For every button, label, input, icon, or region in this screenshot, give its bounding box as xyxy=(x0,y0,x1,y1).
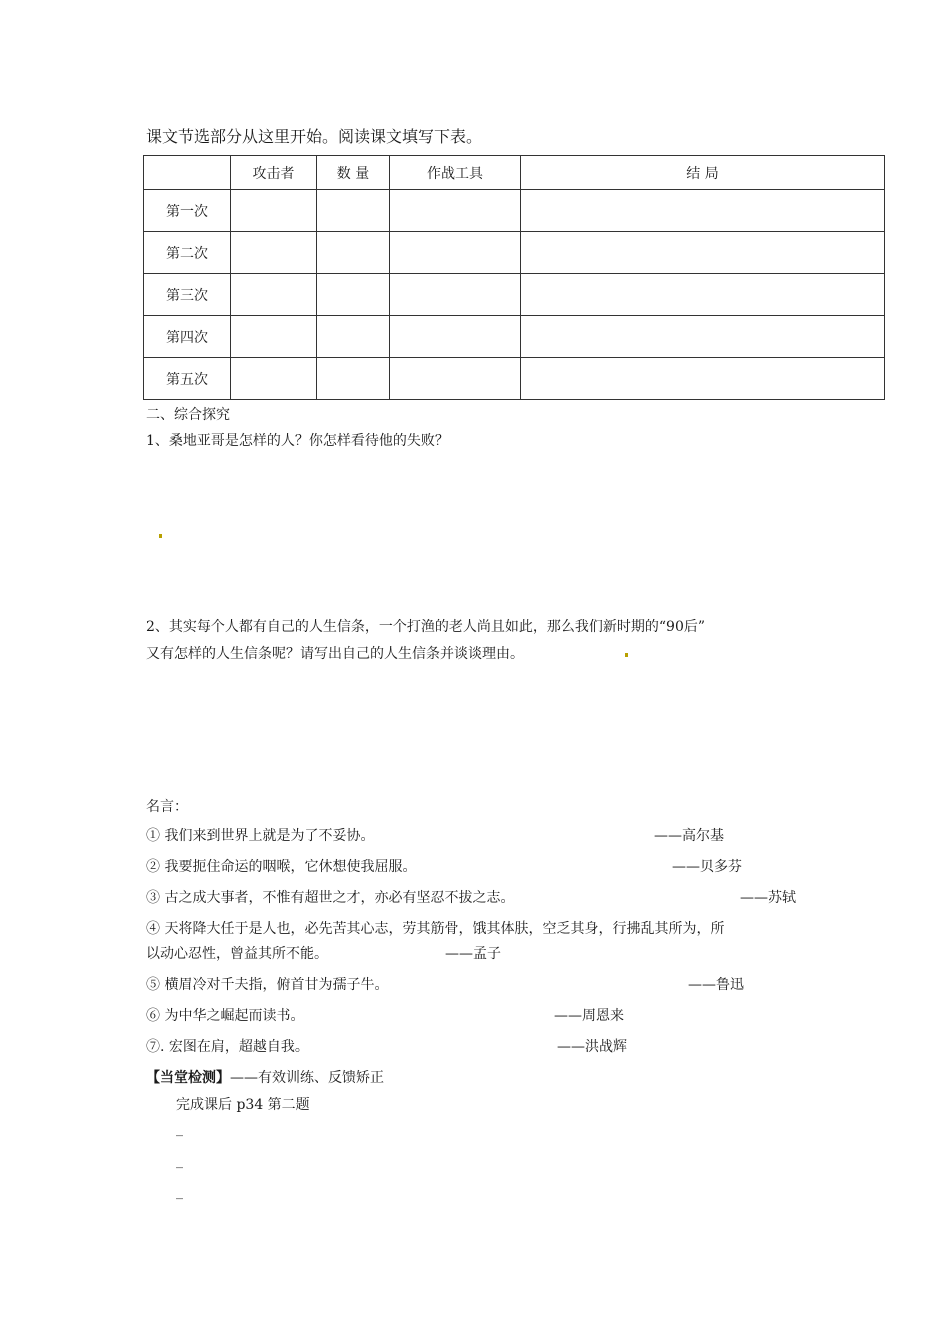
blank-cell[interactable] xyxy=(231,316,317,358)
table-row xyxy=(144,190,885,232)
quote-author: ——鲁迅 xyxy=(688,977,744,993)
question-2-line1: 2、其实每个人都有自己的人生信条，一个打渔的老人尚且如此，那么我们新时期的“90后” xyxy=(146,619,706,635)
quote-text: ⑤ 横眉冷对千夫指，俯首甘为孺子牛。 xyxy=(146,977,389,993)
blank-cell[interactable] xyxy=(521,190,885,232)
blank-cell[interactable] xyxy=(231,274,317,316)
blank-cell[interactable] xyxy=(317,316,390,358)
stray-dot-mark xyxy=(625,653,628,657)
answer-blank: _ xyxy=(176,1153,183,1169)
quote-text: ⑦. 宏图在肩，超越自我。 xyxy=(146,1039,309,1055)
blank-cell[interactable] xyxy=(317,232,390,274)
blank-cell[interactable] xyxy=(390,358,521,400)
table-header-cell: 数 量 xyxy=(317,156,390,190)
blank-cell[interactable] xyxy=(521,274,885,316)
quote-text: 以动心忍性，曾益其所不能。 xyxy=(146,946,328,962)
section-title: 二、综合探究 xyxy=(146,407,230,423)
table-row xyxy=(144,316,885,358)
blank-cell[interactable] xyxy=(231,190,317,232)
row-label: 第五次 xyxy=(144,358,231,400)
table-row xyxy=(144,274,885,316)
blank-cell[interactable] xyxy=(390,232,521,274)
answer-blank: _ xyxy=(176,1184,183,1200)
check-heading xyxy=(146,1067,384,1087)
question-2-line2: 又有怎样的人生信条呢？请写出自己的人生信条并谈谈理由。 xyxy=(146,646,524,662)
row-label: 第一次 xyxy=(144,190,231,232)
check-title: 【当堂检测】 xyxy=(146,1070,230,1086)
quote-text: ① 我们来到世界上就是为了不妥协。 xyxy=(146,828,375,844)
blank-cell[interactable] xyxy=(231,358,317,400)
intro-text: 课文节选部分从这里开始。阅读课文填写下表。 xyxy=(146,127,483,146)
quote-author: ——孟子 xyxy=(445,946,501,962)
quote-author: ——高尔基 xyxy=(654,828,724,844)
quote-author: ——洪战辉 xyxy=(557,1039,627,1055)
check-task: 完成课后 p34 第二题 xyxy=(176,1097,310,1113)
answer-blank: _ xyxy=(176,1121,183,1137)
row-label: 第三次 xyxy=(144,274,231,316)
table-header-cell: 结 局 xyxy=(521,156,885,190)
blank-cell[interactable] xyxy=(231,232,317,274)
table-header-cell: 作战工具 xyxy=(390,156,521,190)
blank-cell[interactable] xyxy=(317,190,390,232)
check-subtitle: ——有效训练、反馈矫正 xyxy=(230,1070,384,1086)
quote-author: ——周恩来 xyxy=(554,1008,624,1024)
row-label: 第二次 xyxy=(144,232,231,274)
table-header-cell xyxy=(144,156,231,190)
blank-cell[interactable] xyxy=(521,316,885,358)
quote-text: ⑥ 为中华之崛起而读书。 xyxy=(146,1008,305,1024)
quote-author: ——贝多芬 xyxy=(672,859,742,875)
blank-cell[interactable] xyxy=(317,358,390,400)
blank-cell[interactable] xyxy=(390,316,521,358)
blank-cell[interactable] xyxy=(521,232,885,274)
stray-dot-mark xyxy=(159,534,162,538)
blank-cell[interactable] xyxy=(317,274,390,316)
blank-cell[interactable] xyxy=(390,190,521,232)
table-row xyxy=(144,358,885,400)
quotes-title: 名言： xyxy=(146,799,188,815)
quote-text: ② 我要扼住命运的咽喉，它休想使我屈服。 xyxy=(146,859,417,875)
table-row xyxy=(144,232,885,274)
quote-author: ——苏轼 xyxy=(740,890,796,906)
quote-text: ④ 天将降大任于是人也，必先苦其心志，劳其筋骨，饿其体肤，空乏其身，行拂乱其所为，所 xyxy=(146,921,725,937)
quote-text: ③ 古之成大事者，不惟有超世之才，亦必有坚忍不拔之志。 xyxy=(146,890,515,906)
table-header-cell: 攻击者 xyxy=(231,156,317,190)
question-1: 1、桑地亚哥是怎样的人？你怎样看待他的失败？ xyxy=(146,433,449,449)
blank-cell[interactable] xyxy=(521,358,885,400)
row-label: 第四次 xyxy=(144,316,231,358)
table-header-row xyxy=(144,156,885,190)
reading-table xyxy=(143,155,885,400)
blank-cell[interactable] xyxy=(390,274,521,316)
